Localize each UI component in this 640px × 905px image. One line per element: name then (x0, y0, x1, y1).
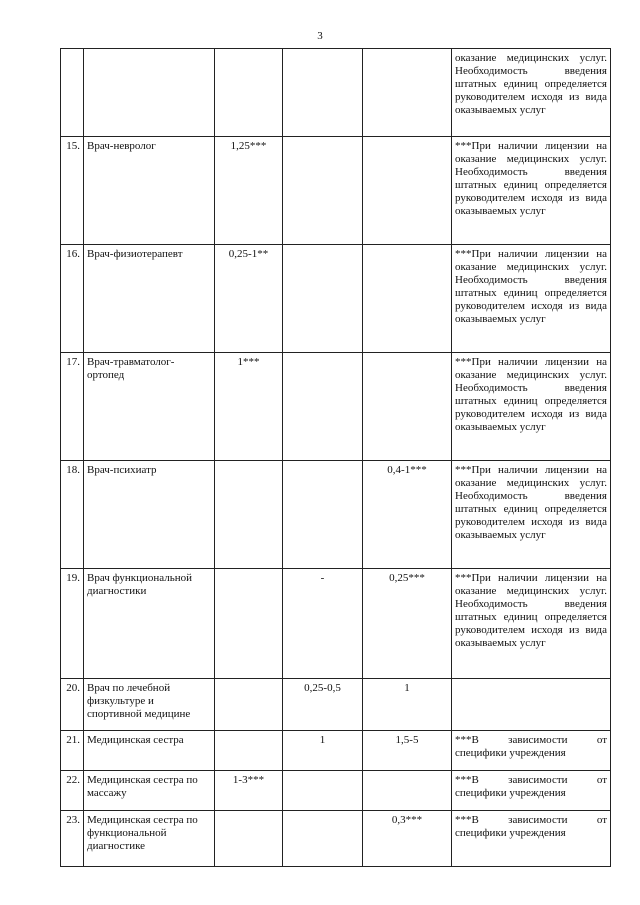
staff-value-cell-1 (215, 137, 283, 245)
staff-value-text-3: 0,4-1*** (387, 464, 427, 476)
staff-value-text-3: 0,25*** (389, 572, 425, 584)
staff-value-text-1: 1*** (237, 356, 260, 368)
staff-value-cell-3 (363, 353, 452, 461)
staff-value-text-2: - (320, 572, 325, 584)
note-text: ***В зависимости от специфики учреждения (455, 814, 607, 839)
position-name-text: Врач-психиатр (87, 464, 157, 476)
page-number: 3 (317, 30, 323, 42)
staff-value-text-1: 1-3*** (232, 774, 265, 786)
staff-value-cell-1 (215, 771, 283, 811)
staff-value-cell-1 (215, 353, 283, 461)
row-number-cell (61, 811, 84, 867)
note-cell (452, 679, 611, 731)
staff-value-cell-3 (363, 245, 452, 353)
staff-value-cell-2 (283, 811, 363, 867)
position-name-cell (84, 245, 215, 353)
staff-value-cell-2 (283, 49, 363, 137)
staff-value-text-3: 1 (404, 682, 410, 694)
staff-value-cell-2 (283, 771, 363, 811)
staff-value-cell-1 (215, 731, 283, 771)
staff-value-cell-2 (283, 137, 363, 245)
staff-value-cell-2 (283, 569, 363, 679)
staff-value-cell-3 (363, 811, 452, 867)
table-row (61, 771, 611, 811)
row-number-cell (61, 569, 84, 679)
row-number-cell (61, 49, 84, 137)
staffing-table-body (61, 49, 611, 867)
note-cell (452, 461, 611, 569)
staff-value-text-3: 0,3*** (391, 814, 423, 826)
table-row (61, 137, 611, 245)
position-name-cell (84, 771, 215, 811)
position-name-text: Врач-невролог (87, 140, 156, 152)
staff-value-cell-1 (215, 569, 283, 679)
note-cell (452, 353, 611, 461)
note-cell (452, 137, 611, 245)
staff-value-cell-1 (215, 461, 283, 569)
note-text: ***При наличии лицензии на оказание медицинских услуг. Необходимость введения штатных единиц определяется руководителем исходя из вида оказываемых услуг (455, 572, 607, 649)
staff-value-cell-2 (283, 245, 363, 353)
row-number-text: 20. (66, 682, 80, 694)
staff-value-cell-2 (283, 679, 363, 731)
staff-value-cell-3 (363, 461, 452, 569)
position-name-cell (84, 461, 215, 569)
position-name-cell (84, 49, 215, 137)
staff-value-text-1: 1,25*** (230, 140, 267, 152)
table-row (61, 353, 611, 461)
row-number-text: 18. (66, 464, 80, 476)
note-text: ***При наличии лицензии на оказание медицинских услуг. Необходимость введения штатных единиц определяется руководителем исходя из вида оказываемых услуг (455, 140, 607, 217)
staff-value-cell-3 (363, 569, 452, 679)
position-name-text: Медицинская сестра (87, 734, 184, 746)
note-text: ***При наличии лицензии на оказание медицинских услуг. Необходимость введения штатных единиц определяется руководителем исходя из вида оказываемых услуг (455, 464, 607, 541)
note-text: ***При наличии лицензии на оказание медицинских услуг. Необходимость введения штатных единиц определяется руководителем исходя из вида оказываемых услуг (455, 356, 607, 433)
row-number-cell (61, 137, 84, 245)
note-cell (452, 731, 611, 771)
position-name-text: Врач-травматолог-ортопед (87, 356, 175, 381)
staff-value-cell-1 (215, 49, 283, 137)
note-cell (452, 245, 611, 353)
staff-value-cell-2 (283, 461, 363, 569)
note-cell (452, 811, 611, 867)
row-number-text: 23. (66, 814, 80, 826)
row-number-cell (61, 461, 84, 569)
staff-value-cell-1 (215, 679, 283, 731)
row-number-text: 21. (66, 734, 80, 746)
position-name-text: Врач функциональной диагностики (87, 572, 193, 597)
table-row (61, 679, 611, 731)
row-number-text: 15. (66, 140, 80, 152)
staffing-table (60, 48, 611, 867)
table-row (61, 731, 611, 771)
staff-value-text-2: 1 (319, 734, 326, 746)
note-text: ***В зависимости от специфики учреждения (455, 774, 607, 799)
note-cell (452, 771, 611, 811)
position-name-cell (84, 679, 215, 731)
position-name-text: Врач-физиотерапевт (87, 248, 183, 260)
staff-value-text-1: 0,25-1** (228, 248, 269, 260)
row-number-cell (61, 245, 84, 353)
position-name-cell (84, 137, 215, 245)
note-text: ***В зависимости от специфики учреждения (455, 734, 607, 759)
table-row (61, 461, 611, 569)
staff-value-cell-2 (283, 731, 363, 771)
row-number-cell (61, 353, 84, 461)
position-name-cell (84, 811, 215, 867)
table-row (61, 569, 611, 679)
staff-value-cell-3 (363, 137, 452, 245)
position-name-cell (84, 353, 215, 461)
row-number-text: 16. (66, 248, 80, 260)
row-number-text: 17. (66, 356, 80, 368)
staff-value-text-3: 1,5-5 (395, 734, 419, 746)
table-row (61, 811, 611, 867)
row-number-text: 19. (66, 572, 80, 584)
staff-value-cell-3 (363, 731, 452, 771)
row-number-text: 22. (66, 774, 80, 786)
position-name-cell (84, 569, 215, 679)
position-name-text: Медицинская сестра по массажу (87, 774, 198, 799)
note-text: оказание медицинских услуг. Необходимость введения штатных единиц определяется руководителем исходя из вида оказываемых услуг (455, 52, 607, 116)
row-number-cell (61, 679, 84, 731)
staff-value-cell-1 (215, 811, 283, 867)
staff-value-cell-1 (215, 245, 283, 353)
staff-value-cell-3 (363, 49, 452, 137)
position-name-text: Медицинская сестра по функциональной диагностике (87, 814, 198, 852)
row-number-cell (61, 771, 84, 811)
staff-value-text-2: 0,25-0,5 (304, 682, 341, 694)
position-name-cell (84, 731, 215, 771)
table-row (61, 49, 611, 137)
staff-value-cell-2 (283, 353, 363, 461)
note-cell (452, 49, 611, 137)
staff-value-cell-3 (363, 679, 452, 731)
note-cell (452, 569, 611, 679)
table-row (61, 245, 611, 353)
position-name-text: Врач по лечебной физкультуре и спортивной медицине (87, 682, 191, 720)
row-number-cell (61, 731, 84, 771)
staff-value-cell-3 (363, 771, 452, 811)
note-text: ***При наличии лицензии на оказание медицинских услуг. Необходимость введения штатных единиц определяется руководителем исходя из вида оказываемых услуг (455, 248, 607, 325)
